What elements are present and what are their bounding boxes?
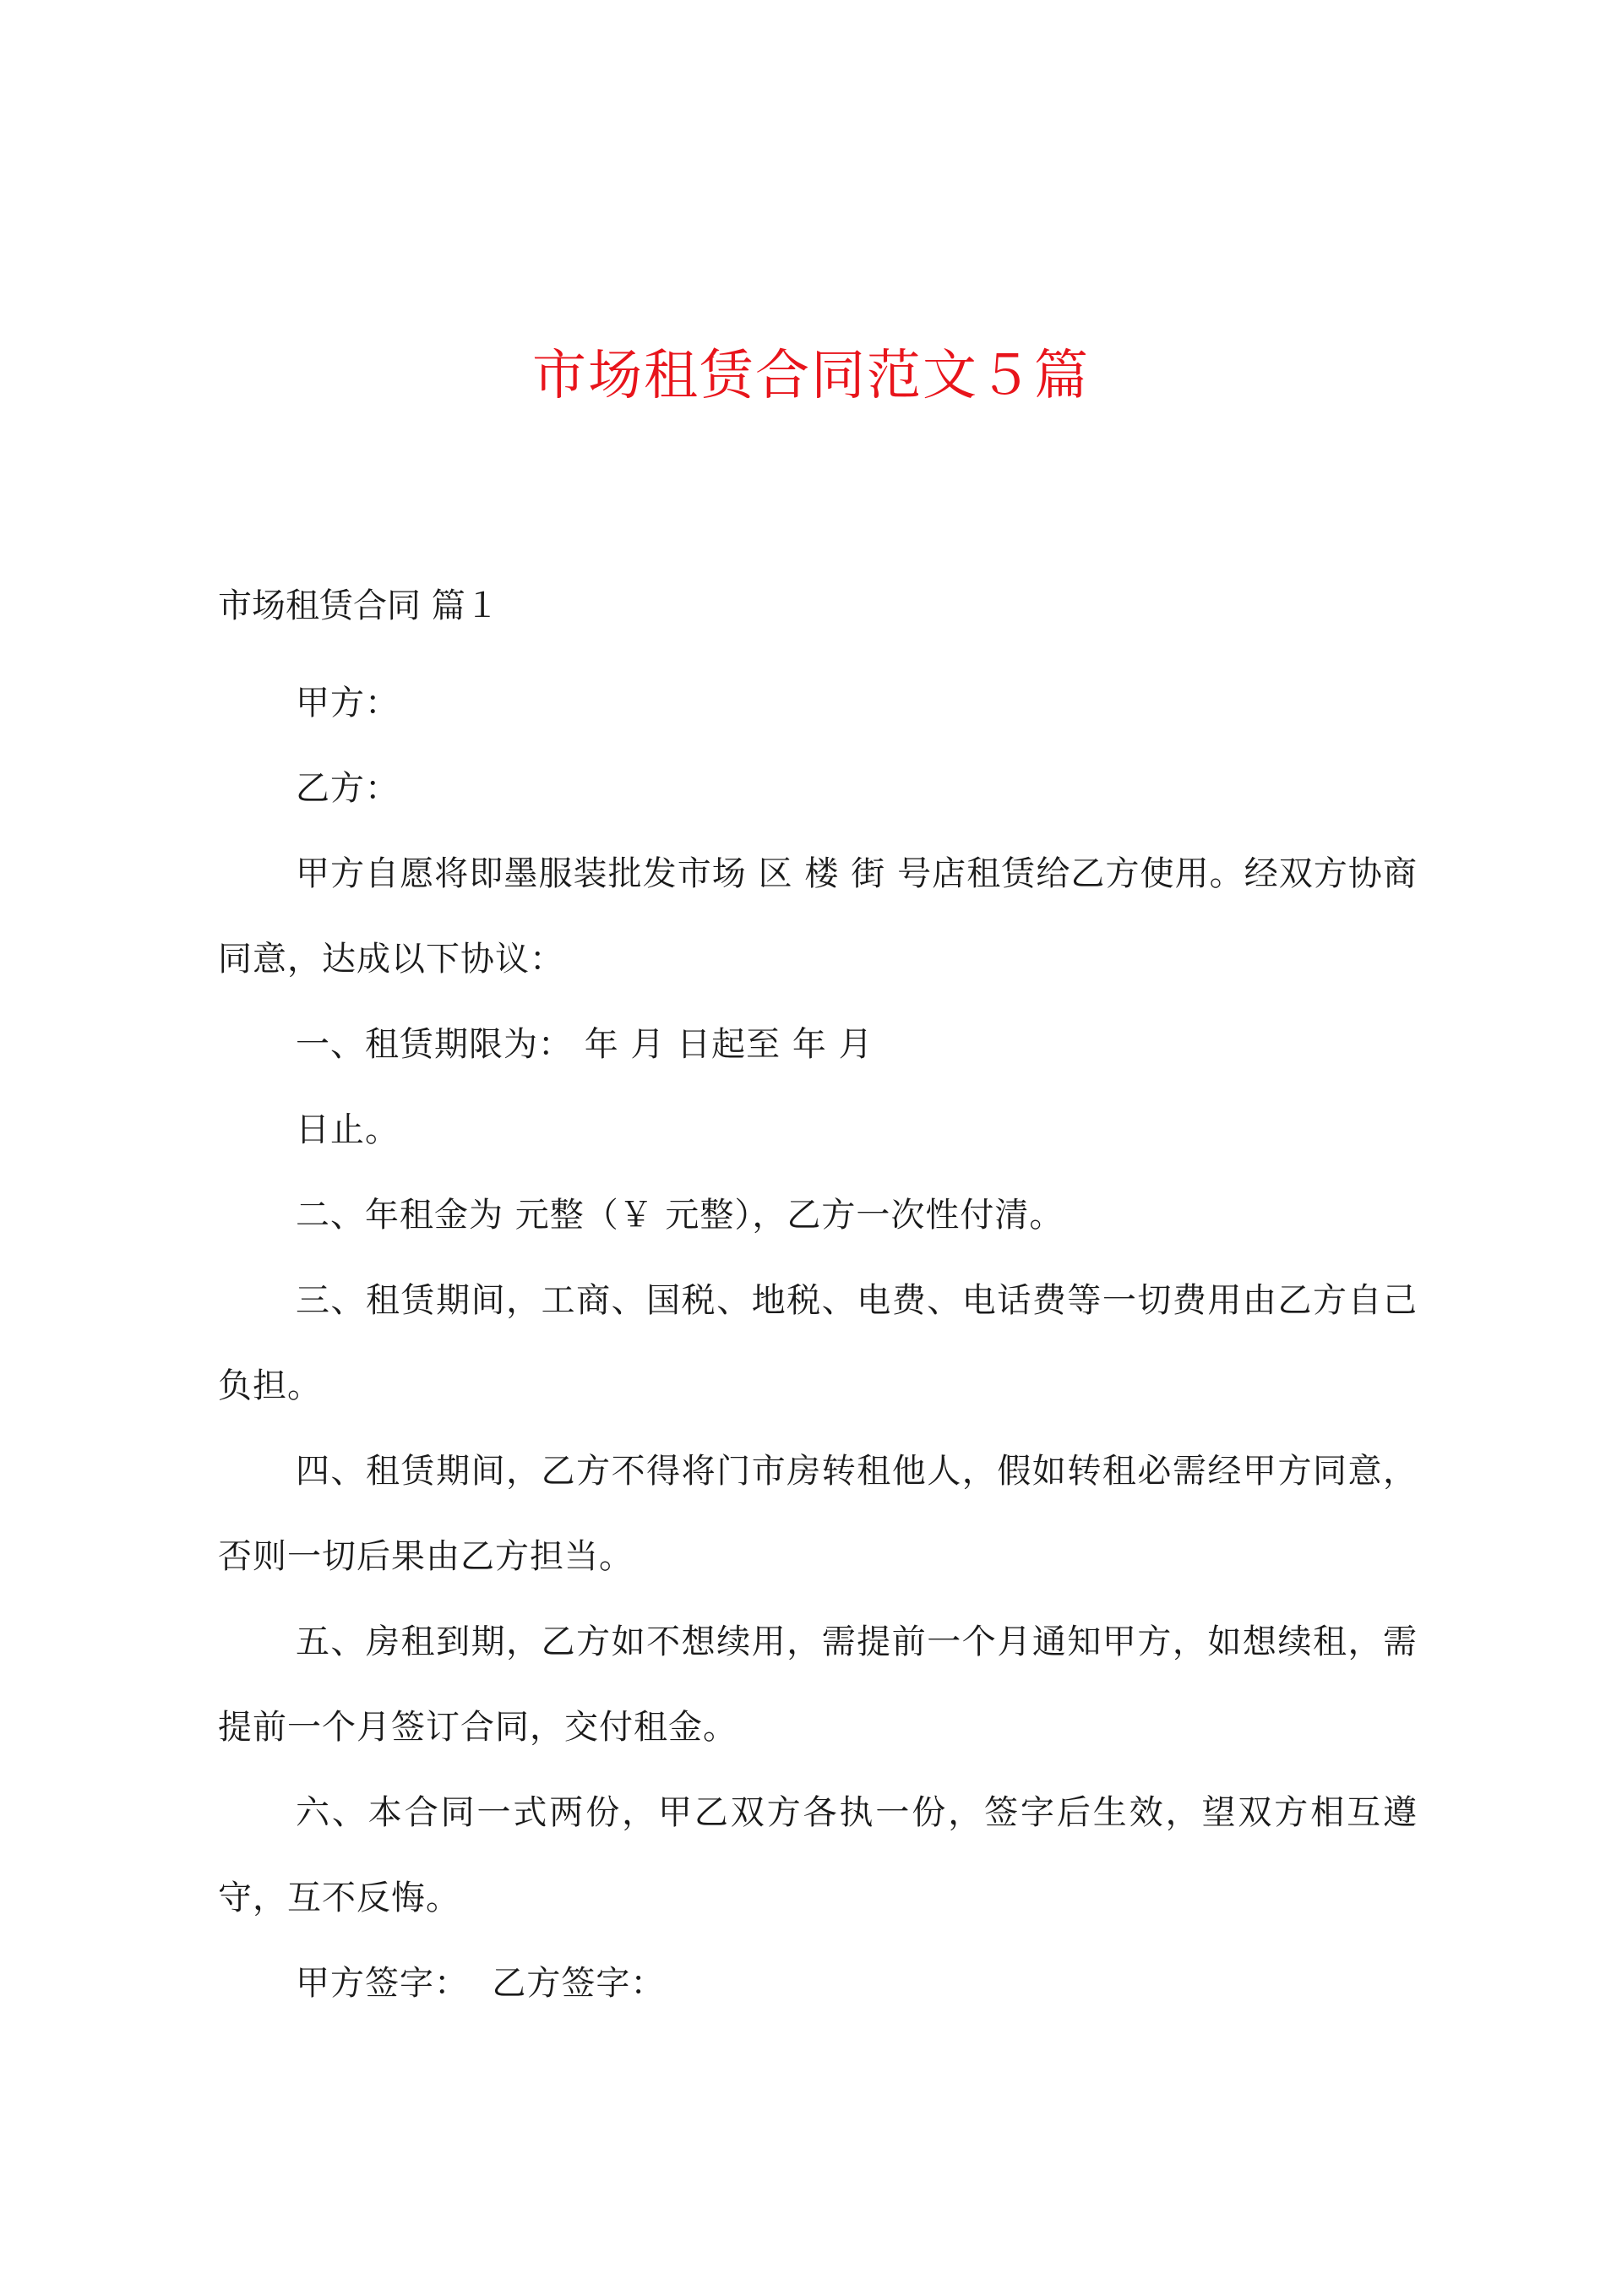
clause-1-lease-term: 一、租赁期限为： 年 月 日起至 年 月 bbox=[296, 1025, 874, 1064]
intro-paragraph: 甲方自愿将即墨服装批发市场 区 楼 街 号店租赁给乙方使用。经双方协商同意，达成以下协议： bbox=[218, 854, 1418, 979]
document-body bbox=[218, 576, 1418, 2026]
clause-3-expenses: 三、租赁期间，工商、国税、地税、电费、电话费等一切费用由乙方自己负担。 bbox=[218, 1281, 1418, 1405]
clause-5-renewal: 五、房租到期，乙方如不想续用，需提前一个月通知甲方，如想续租，需提前一个月签订合同，交付租金。 bbox=[218, 1622, 1418, 1747]
clause-6-copies: 六、本合同一式两份，甲乙双方各执一份，签字后生效，望双方相互遵守，互不反悔。 bbox=[218, 1793, 1418, 1917]
party-b-line: 乙方： bbox=[296, 769, 400, 808]
clause-2-annual-rent: 二、年租金为 元整（￥ 元整），乙方一次性付清。 bbox=[296, 1196, 1064, 1235]
document-title: 市场租赁合同范文５篇 bbox=[532, 345, 1090, 407]
section-heading: 市场租赁合同 篇１ bbox=[218, 586, 499, 625]
signature-line: 甲方签字： 乙方签字： bbox=[296, 1964, 666, 2003]
party-a-line: 甲方： bbox=[296, 684, 400, 723]
clause-4-sublet: 四、租赁期间，乙方不得将门市房转租他人，假如转租必需经甲方同意，否则一切后果由乙方担当。 bbox=[218, 1452, 1418, 1576]
clause-1-lease-term-end: 日止。 bbox=[296, 1110, 400, 1149]
